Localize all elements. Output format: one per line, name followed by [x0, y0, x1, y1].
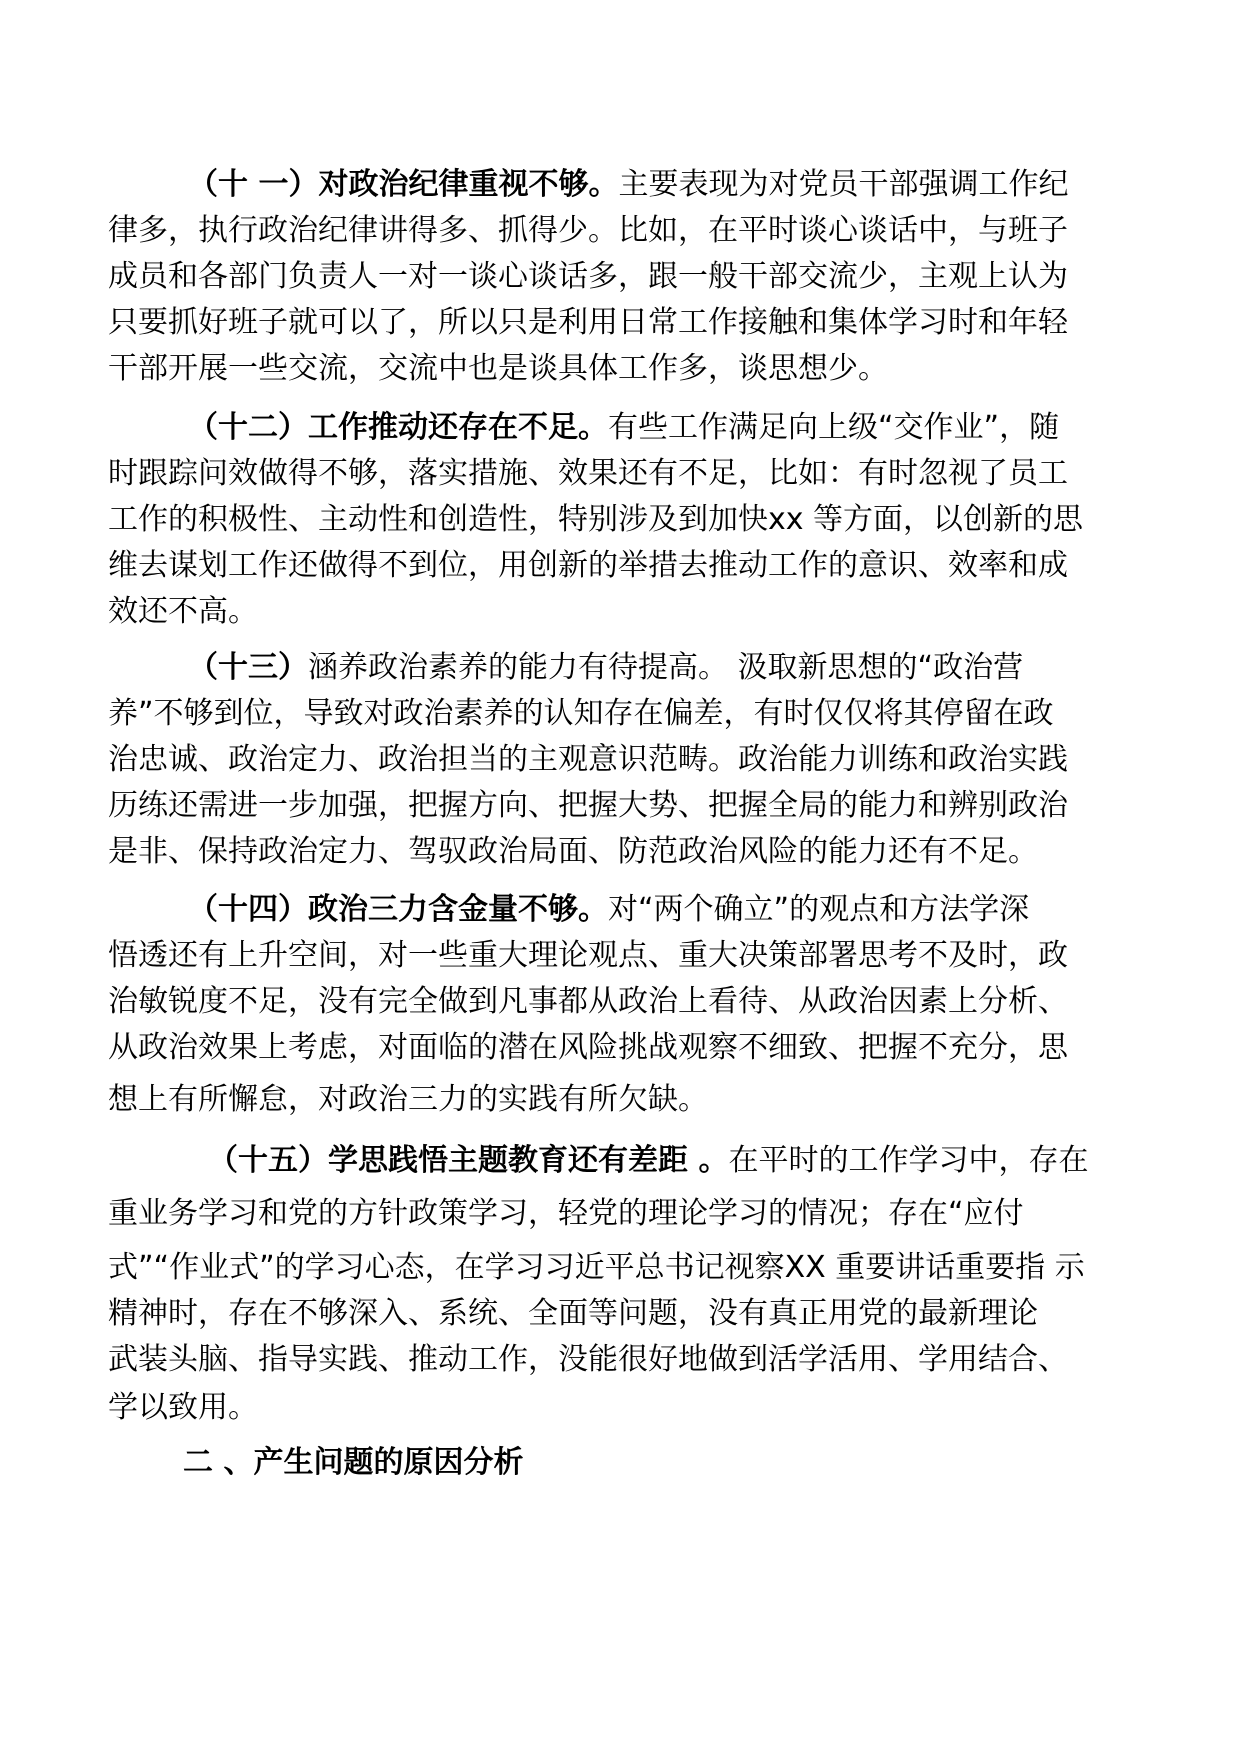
paragraph-13-line-1 [188, 648, 1023, 688]
paragraph-12-line-1 [188, 408, 1059, 448]
paragraph-12-line-3: 工作的积极性、主动性和创造性，特别涉及到加快xx 等方面，以创新的思 [108, 502, 1084, 537]
paragraph-11-text-1: 主要表现为对党员干部强调工作纪 [618, 167, 1069, 202]
section-heading: 二 、产生问题的原因分析 [183, 1445, 524, 1480]
paragraph-15-line-2: 重业务学习和党的方针政策学习，轻党的理论学习的情况；存在“应付 [108, 1196, 1024, 1231]
paragraph-14-text-1: 对“两个确立”的观点和方法学深 [608, 892, 1030, 927]
paragraph-13-line-3: 治忠诚、政治定力、政治担当的主观意识范畴。政治能力训练和政治实践 [108, 742, 1068, 777]
paragraph-14-heading: （十四）政治三力含金量不够。 [188, 892, 608, 927]
paragraph-13-line-5: 是非、保持政治定力、驾驭政治局面、防范政治风险的能力还有不足。 [108, 834, 1038, 869]
paragraph-14-line-3: 治敏锐度不足，没有完全做到凡事都从政治上看待、从政治因素上分析、 [108, 984, 1068, 1019]
paragraph-13-heading: （十三） [188, 650, 308, 685]
paragraph-14-line-1 [188, 890, 1029, 930]
paragraph-12-heading: （十二）工作推动还存在不足。 [188, 410, 608, 445]
paragraph-12-line-4: 维去谋划工作还做得不到位，用创新的举措去推动工作的意识、效率和成 [108, 548, 1068, 583]
paragraph-15-line-1 [208, 1141, 1088, 1181]
paragraph-15-text-1: 在平时的工作学习中，存在 [728, 1143, 1089, 1178]
paragraph-13-line-2: 养”不够到位，导致对政治素养的认知存在偏差，有时仅仅将其停留在政 [108, 696, 1054, 731]
paragraph-14-line-5: 想上有所懈怠，对政治三力的实践有所欠缺。 [108, 1082, 708, 1117]
paragraph-15-line-3: 式”“作业式”的学习心态，在学习习近平总书记视察XX 重要讲话重要指 示 [108, 1250, 1085, 1285]
paragraph-12-line-5: 效还不高。 [108, 594, 258, 629]
paragraph-11-line-5: 干部开展一些交流，交流中也是谈具体工作多，谈思想少。 [108, 351, 888, 386]
paragraph-11-line-2: 律多，执行政治纪律讲得多、抓得少。比如，在平时谈心谈话中，与班子 [108, 213, 1068, 248]
paragraph-13-line-4: 历练还需进一步加强，把握方向、把握大势、把握全局的能力和辨别政治 [108, 788, 1068, 823]
paragraph-15-line-4: 精神时，存在不够深入、系统、全面等问题，没有真正用党的最新理论 [108, 1296, 1038, 1331]
paragraph-11-heading: （十 一）对政治纪律重视不够。 [188, 167, 619, 202]
paragraph-13-text-1: 涵养政治素养的能力有待提高。 汲取新思想的“政治营 [308, 650, 1024, 685]
paragraph-14-line-4: 从政治效果上考虑，对面临的潜在风险挑战观察不细致、把握不充分，思 [108, 1030, 1068, 1065]
paragraph-12-line-2: 时跟踪问效做得不够，落实措施、效果还有不足，比如：有时忽视了员工 [108, 456, 1068, 491]
paragraph-11-line-1 [188, 165, 1068, 205]
paragraph-11-line-3: 成员和各部门负责人一对一谈心谈话多，跟一般干部交流少，主观上认为 [108, 259, 1068, 294]
paragraph-15-line-6: 学以致用。 [108, 1390, 258, 1425]
paragraph-14-line-2: 悟透还有上升空间，对一些重大理论观点、重大决策部署思考不及时，政 [108, 938, 1068, 973]
paragraph-15-heading: （十五）学思践悟主题教育还有差距 。 [208, 1143, 729, 1178]
paragraph-15-line-5: 武装头脑、指导实践、推动工作，没能很好地做到活学活用、学用结合、 [108, 1342, 1068, 1377]
paragraph-11-line-4: 只要抓好班子就可以了，所以只是利用日常工作接触和集体学习时和年轻 [108, 305, 1068, 340]
paragraph-12-text-1: 有些工作满足向上级“交作业”，随 [608, 410, 1060, 445]
